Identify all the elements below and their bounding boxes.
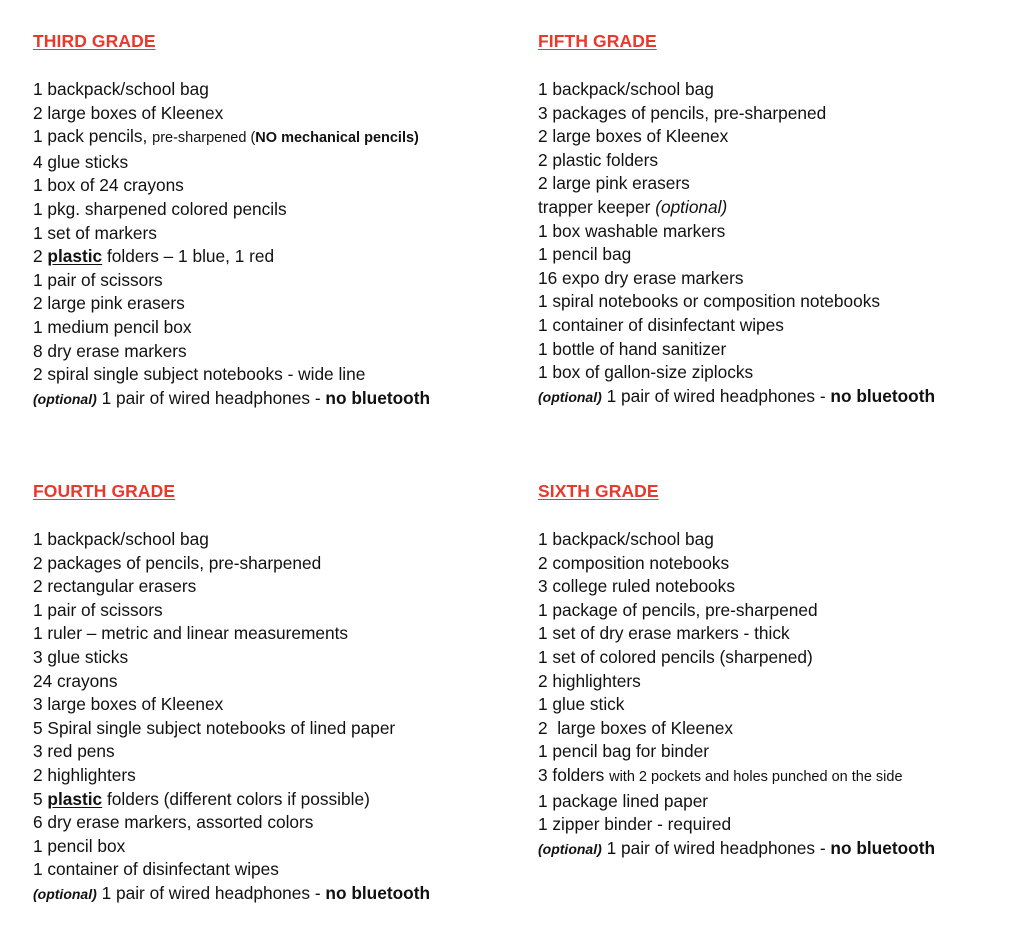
optional-label: (optional) — [33, 390, 97, 407]
list-item: 3 red pens — [33, 741, 115, 762]
folders-count: 2 — [33, 246, 48, 267]
list-item: 24 crayons — [33, 670, 118, 691]
no-bluetooth: no bluetooth — [325, 387, 431, 408]
list-item: 1 box of gallon-size ziplocks — [538, 362, 754, 383]
folders-count: 5 — [33, 788, 48, 809]
folders-plastic: plastic — [47, 246, 103, 267]
list-item — [538, 837, 1018, 862]
list-item: 3 glue sticks — [33, 646, 129, 667]
list-item: 16 expo dry erase markers — [538, 267, 744, 288]
list-item: 1 backpack/school bag — [33, 79, 209, 99]
list-item: 2 highlighters — [538, 670, 641, 691]
third-grade-section — [33, 30, 513, 411]
list-item — [33, 387, 513, 412]
list-item — [538, 385, 1018, 410]
list-item: 2 large pink erasers — [33, 293, 185, 314]
list-item: 1 glue stick — [538, 694, 625, 715]
no-bluetooth: no bluetooth — [830, 385, 936, 406]
list-item: 1 container of disinfectant wipes — [538, 314, 784, 335]
fourth-grade-list — [33, 528, 513, 907]
list-item: 2 plastic folders — [538, 149, 659, 170]
folders-text: 3 folders — [538, 764, 610, 785]
headphones-text: 1 pair of wired headphones - — [601, 837, 831, 858]
no-bluetooth: no bluetooth — [830, 837, 936, 858]
folders-plastic: plastic — [47, 788, 103, 809]
list-item: 1 package of pencils, pre-sharpened — [538, 599, 818, 620]
sixth-grade-title: SIXTH GRADE — [538, 481, 659, 501]
list-item: 2 composition notebooks — [538, 552, 730, 573]
sixth-grade-list — [538, 528, 1018, 861]
list-item — [538, 196, 1018, 220]
list-item: 2 packages of pencils, pre-sharpened — [33, 552, 322, 573]
list-item: 1 spiral notebooks or composition notebooks — [538, 291, 880, 312]
list-item: 1 box washable markers — [538, 220, 726, 241]
fifth-grade-title: FIFTH GRADE — [538, 31, 657, 51]
folders-text: folders – 1 blue, 1 red — [102, 246, 275, 267]
list-item: 3 college ruled notebooks — [538, 576, 735, 597]
list-item: 3 packages of pencils, pre-sharpened — [538, 102, 827, 123]
headphones-text: 1 pair of wired headphones - — [601, 385, 831, 406]
headphones-text: 1 pair of wired headphones - — [96, 882, 326, 903]
list-item: 1 pencil box — [33, 835, 126, 856]
list-item — [33, 882, 513, 907]
list-item: 2 rectangular erasers — [33, 576, 197, 597]
list-item: 1 set of colored pencils (sharpened) — [538, 646, 813, 667]
list-item: 1 backpack/school bag — [538, 529, 714, 549]
list-item: 1 bottle of hand sanitizer — [538, 338, 727, 359]
list-item: 1 pair of scissors — [33, 599, 163, 620]
fourth-grade-title: FOURTH GRADE — [33, 481, 176, 501]
list-item: 3 large boxes of Kleenex — [33, 694, 224, 715]
list-item: 2 large boxes of Kleenex — [538, 126, 729, 147]
list-item: 2 highlighters — [33, 764, 136, 785]
headphones-text: 1 pair of wired headphones - — [96, 387, 326, 408]
list-item: 1 pencil bag for binder — [538, 741, 710, 762]
list-item: 1 pencil bag — [538, 244, 632, 265]
list-item: 2 spiral single subject notebooks - wide line — [33, 364, 366, 385]
sixth-grade-section — [538, 480, 1018, 861]
pencils-note: pre-sharpened ( — [152, 130, 256, 147]
folders-detail: with 2 pockets and holes punched on the side — [609, 768, 903, 785]
list-item: 1 pair of scissors — [33, 269, 163, 290]
third-grade-list — [33, 78, 513, 411]
list-item: 1 zipper binder - required — [538, 814, 732, 835]
list-item: 1 ruler – metric and linear measurements — [33, 623, 349, 644]
pencils-text: 1 pack pencils, — [33, 126, 148, 147]
fifth-grade-list — [538, 78, 1018, 409]
list-item: 1 container of disinfectant wipes — [33, 859, 279, 880]
fourth-grade-section — [33, 480, 513, 907]
pencils-warning: NO mechanical pencils) — [255, 130, 419, 147]
trapper-text: trapper keeper — [538, 196, 656, 217]
folders-text: folders (different colors if possible) — [102, 788, 370, 809]
list-item — [33, 125, 513, 151]
fifth-grade-section — [538, 30, 1018, 409]
list-item: 1 medium pencil box — [33, 316, 192, 337]
list-item — [538, 764, 1018, 790]
optional-label: (optional) — [538, 388, 602, 405]
list-item: 2 large boxes of Kleenex — [538, 717, 734, 738]
list-item: 1 set of dry erase markers - thick — [538, 623, 790, 644]
no-bluetooth: no bluetooth — [325, 882, 431, 903]
list-item: 1 box of 24 crayons — [33, 175, 184, 196]
list-item: 1 pkg. sharpened colored pencils — [33, 198, 287, 219]
list-item: 1 backpack/school bag — [33, 529, 209, 549]
optional-label: (optional) — [538, 840, 602, 857]
list-item: 1 set of markers — [33, 222, 157, 243]
list-item: 4 glue sticks — [33, 151, 129, 172]
list-item: 2 large boxes of Kleenex — [33, 102, 224, 123]
list-item: 8 dry erase markers — [33, 340, 187, 361]
list-item: 5 Spiral single subject notebooks of lined paper — [33, 717, 396, 738]
optional-label: (optional) — [33, 885, 97, 902]
list-item — [33, 245, 513, 269]
third-grade-title: THIRD GRADE — [33, 31, 156, 51]
list-item: 1 backpack/school bag — [538, 79, 714, 99]
list-item: 6 dry erase markers, assorted colors — [33, 812, 314, 833]
trapper-optional: (optional) — [655, 196, 728, 217]
list-item: 2 large pink erasers — [538, 173, 690, 194]
list-item — [33, 788, 513, 812]
list-item: 1 package lined paper — [538, 790, 709, 811]
